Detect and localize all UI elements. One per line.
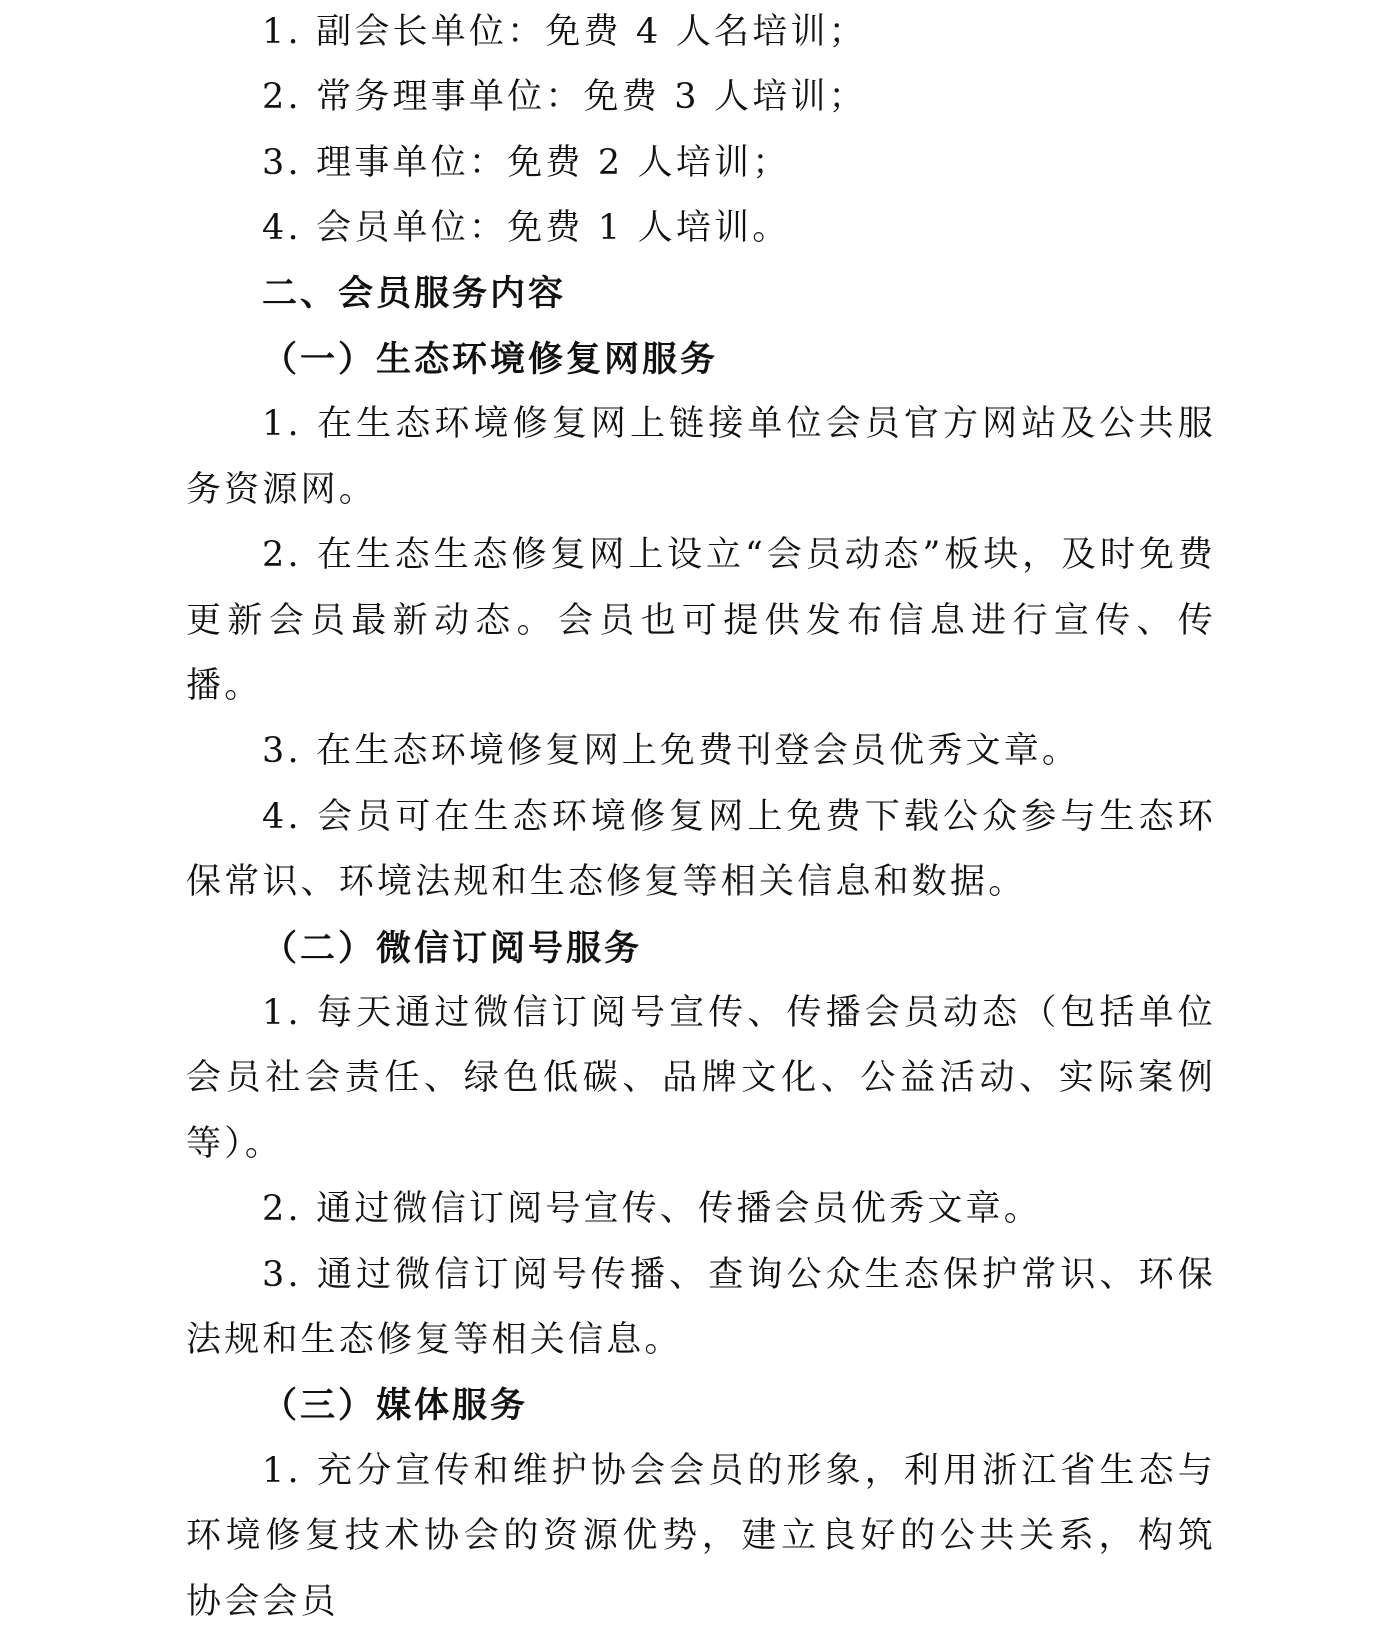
paragraph: 1. 每天通过微信订阅号宣传、传播会员动态（包括单位会员社会责任、绿色低碳、品牌文化、公益活动、实际案例等）。 — [186, 992, 1216, 1164]
subsection-heading-wechat: （二）微信订阅号服务 — [262, 927, 643, 969]
section-heading: 二、会员服务内容 — [262, 273, 567, 314]
list-item-executive-director: 2. 常务理事单位：免费 3 人培训； — [262, 77, 867, 118]
paragraph: 1. 充分宣传和维护协会会员的形象，利用浙江省生态与环境修复技术协会的资源优势，建立良好的公共关系，构筑协会会员 — [186, 1450, 1216, 1622]
paragraph: 3. 在生态环境修复网上免费刊登会员优秀文章。 — [262, 731, 1081, 772]
paragraph: 2. 通过微信订阅号宣传、传播会员优秀文章。 — [262, 1189, 1042, 1230]
paragraph: 3. 通过微信订阅号传播、查询公众生态保护常识、环保法规和生态修复等相关信息。 — [186, 1254, 1216, 1361]
paragraph: 4. 会员可在生态环境修复网上免费下载公众参与生态环保常识、环境法规和生态修复等相关信息和数据。 — [186, 796, 1216, 903]
paragraph: 2. 在生态生态修复网上设立“会员动态”板块，及时免费更新会员最新动态。会员也可提供发布信息进行宣传、传播。 — [186, 535, 1216, 706]
list-item-director: 3. 理事单位：免费 2 人培训； — [262, 142, 791, 183]
document-page — [186, 0, 1216, 1635]
list-item-vice-president: 1. 副会长单位：免费 4 人名培训； — [262, 12, 867, 52]
paragraph: 1. 在生态环境修复网上链接单位会员官方网站及公共服务资源网。 — [186, 404, 1216, 510]
subsection-heading-media: （三）媒体服务 — [262, 1385, 529, 1427]
list-item-member: 4. 会员单位：免费 1 人培训。 — [262, 208, 791, 249]
subsection-heading-website: （一）生态环境修复网服务 — [262, 338, 719, 380]
